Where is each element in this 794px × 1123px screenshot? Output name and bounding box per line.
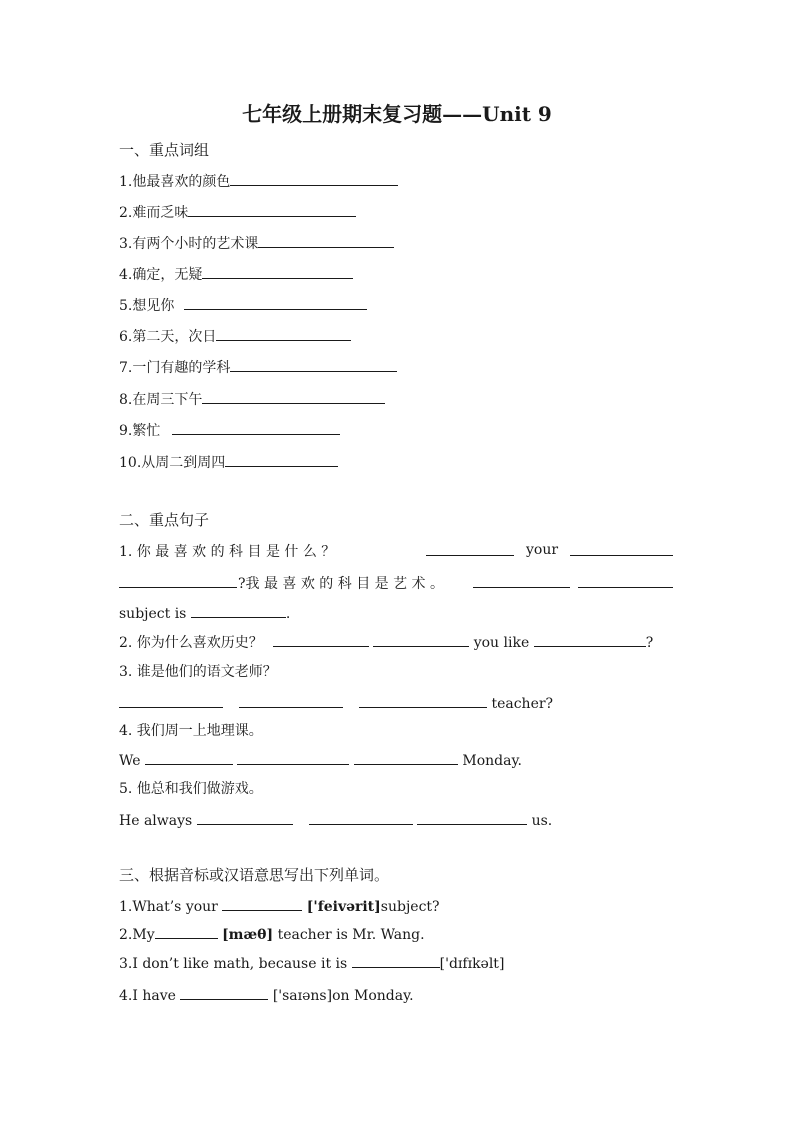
answer-blank[interactable] [222,896,302,911]
answer-blank[interactable] [225,452,338,467]
sentence-q1-prompt: 1. 你 最 喜 欢 的 科 目 是 什 么 ？ [119,544,336,560]
answer-blank[interactable] [359,693,487,708]
answer-blank[interactable] [352,953,440,968]
answer-blank[interactable] [309,810,413,825]
phrase-item: 2.难而乏味 [119,202,356,222]
answer-blank[interactable] [191,603,286,618]
answer-blank[interactable] [426,541,514,556]
phrase-item: 6.第二天，次日 [119,326,351,346]
sentence-q1-translation: ?我 最 喜 欢 的 科 目 是 艺 术 。 [238,576,445,592]
phrase-item: 4.确定，无疑 [119,264,353,284]
answer-blank[interactable] [119,693,223,708]
phrase-item: 3.有两个小时的艺术课 [119,233,394,253]
phrase-item: 1.他最喜欢的颜色 [119,171,398,191]
answer-blank[interactable] [230,357,397,372]
phrase-item: 9.繁忙 [119,420,340,440]
sentence-q3-prompt: 3. 谁是他们的语文老师？ [119,664,277,680]
vocab-item-3: 3.I don’t like math, because it is ['dɪfɪkəlt] [119,953,504,972]
answer-blank[interactable] [534,632,646,647]
answer-blank[interactable] [417,810,527,825]
answer-blank[interactable] [197,810,293,825]
sentence-q4-prompt: 4. 我们周一上地理课。 [119,723,263,739]
answer-blank[interactable] [578,573,673,588]
answer-blank[interactable] [258,233,394,248]
vocab-item-2: 2.My [mæθ] teacher is Mr. Wang. [119,924,425,943]
section-heading-vocabulary: 三、根据音标或汉语意思写出下列单词。 [119,866,390,884]
phrase-item: 10.从周二到周四 [119,452,338,472]
answer-blank[interactable] [273,632,369,647]
answer-blank[interactable] [172,420,340,435]
vocab-item-1: 1.What’s your ['feivərit]subject? [119,896,440,915]
answer-blank[interactable] [373,632,469,647]
sentence-q2: 2. 你为什么喜欢历史？ you like ? [119,632,653,652]
answer-blank[interactable] [237,750,349,765]
sentence-q5-answer: He always us. [119,810,552,829]
answer-blank[interactable] [354,750,458,765]
answer-blank[interactable] [180,985,268,1000]
sentence-q1-line3: subject is . [119,603,290,622]
answer-blank[interactable] [184,295,367,310]
page-title: 七年级上册期末复习题——Unit 9 [242,102,552,126]
answer-blank[interactable] [473,573,570,588]
vocab-item-4: 4.I have ['saɪəns]on Monday. [119,985,414,1004]
sentence-q3-answer: teacher? [119,693,553,712]
answer-blank[interactable] [188,202,356,217]
answer-blank[interactable] [145,750,233,765]
sentence-q1-your: your [526,542,559,558]
phrase-item: 7.一门有趣的学科 [119,357,397,377]
section-heading-phrases: 一、重点词组 [119,141,210,159]
answer-blank[interactable] [230,171,398,186]
phrase-item: 8.在周三下午 [119,389,385,409]
section-heading-sentences: 二、重点句子 [119,511,210,529]
sentence-q4-answer: We Monday. [119,750,522,769]
sentence-q5-prompt: 5. 他总和我们做游戏。 [119,781,263,797]
phrase-item: 5.想见你 [119,295,367,315]
answer-blank[interactable] [570,541,673,556]
answer-blank[interactable] [202,264,353,279]
answer-blank[interactable] [216,326,351,341]
answer-blank[interactable] [239,693,343,708]
answer-blank[interactable] [155,924,218,939]
answer-blank[interactable] [202,389,385,404]
answer-blank[interactable] [119,573,237,588]
